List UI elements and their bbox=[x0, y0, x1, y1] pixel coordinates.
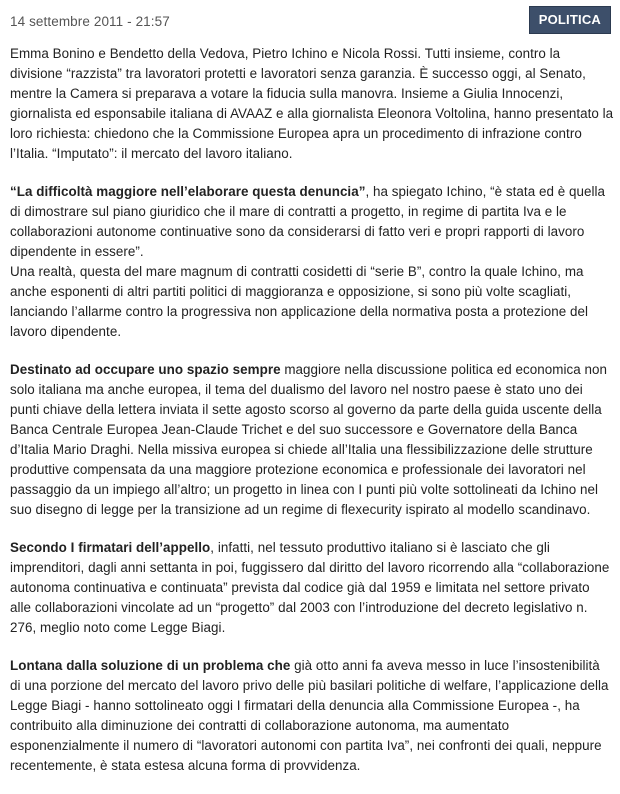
article-meta bbox=[10, 0, 614, 44]
paragraph-text: maggiore nella discussione politica ed economica non solo italiana ma anche europea, il tema del dualismo del lavoro nel nostro paese è stato uno dei punti chiave della lettera inviata il sette agosto scorso al governo da parte della guida uscente della Banca Centrale Europea Jean-Claude Trichet e del suo successore e Governatore della Banca d’Italia Mario Draghi. Nella missiva europea si chiede all’Italia una flessibilizzazione delle strutture produttive compensata da una maggiore protezione economica e professionale dei lavoratori nel passaggio da un impiego all’altro; un progetto in linea con I punti più volte sottolineati da Ichino nel suo disegno di legge per la transizione ad un regime di flexecurity ispirato al modello scandinavo. bbox=[10, 362, 608, 517]
paragraph-5 bbox=[10, 538, 614, 638]
paragraph-1 bbox=[10, 44, 614, 164]
paragraph-text: , infatti, nel tessuto produttivo italiano si è lasciato che gli imprenditori, dagli anni settanta in poi, fuggissero dal diritto del lavoro ricorrendo alla “collaborazione autonoma continuativa e continuata” prevista dal codice già dal 1959 e limitata nel settore privato alle collaborazioni vincolate ad un “progetto” dal 2003 con l’introduzione del decreto legislativo n. 276, meglio noto come Legge Biagi. bbox=[10, 540, 610, 635]
paragraph-text: Emma Bonino e Bendetto della Vedova, Pietro Ichino e Nicola Rossi. Tutti insieme, contro la divisione “razzista” tra lavoratori protetti e lavoratori senza garanzia. È successo oggi, al Senato, mentre la Camera si preparava a votare la fiducia sulla manovra. Insieme a Giulia Innocenzi, giornalista ed esponsabile italiana di AVAAZ e alla giornalista Eleonora Voltolina, hanno presentato la loro richiesta: chiedono che la Commissione Europea apra un procedimento di infrazione contro l’Italia. “Imputato”: il mercato del lavoro italiano. bbox=[10, 46, 614, 161]
paragraph-text: Una realtà, questa del mare magnum di contratti cosidetti di “serie B”, contro la quale Ichino, ma anche esponenti di altri partiti politici di maggioranza e opposizione, si sono più volte scagliati, lanciando l’allarme contro la progressiva non applicazione della normativa posta a protezione del lavoro dipendente. bbox=[10, 264, 589, 339]
article bbox=[10, 0, 614, 794]
paragraph-3 bbox=[10, 262, 614, 342]
paragraph-6 bbox=[10, 656, 614, 776]
paragraph-lead: “La difficoltà maggiore nell’elaborare questa denuncia” bbox=[10, 184, 366, 199]
article-body bbox=[10, 44, 614, 776]
publish-date: 14 settembre 2011 - 21:57 bbox=[10, 14, 170, 29]
paragraph-text: , ha spiegato Ichino, “è stata ed è quella di dimostrare sul piano giuridico che il mare di contratti a progetto, in regime di partita Iva e le collaborazioni autonome continuative sono da considerarsi di fatto veri e propri rapporti di lavoro dipendente in essere”. bbox=[10, 184, 606, 259]
paragraph-lead: Destinato ad occupare uno spazio sempre bbox=[10, 362, 281, 377]
paragraph-lead: Secondo I firmatari dell’appello bbox=[10, 540, 211, 555]
paragraph-lead: Lontana dalla soluzione di un problema che bbox=[10, 658, 291, 673]
paragraph-2 bbox=[10, 182, 614, 262]
category-badge[interactable]: POLITICA bbox=[529, 6, 611, 34]
paragraph-text: già otto anni fa aveva messo in luce l’insostenibilità di una porzione del mercato del lavoro privo delle più basilari politiche di welfare, l’applicazione della Legge Biagi - hanno sottolineato oggi I firmatari della denuncia alla Commissione Europea -, ha contribuito alla diminuzione dei contratti di collaborazione autonoma, ma aumentato esponenzialmente il numero di “lavoratori autonomi con partita Iva”, nei confronti dei quali, neppure recentemente, è stata estesa alcuna forma di provvidenza. bbox=[10, 658, 609, 773]
paragraph-4 bbox=[10, 360, 614, 520]
